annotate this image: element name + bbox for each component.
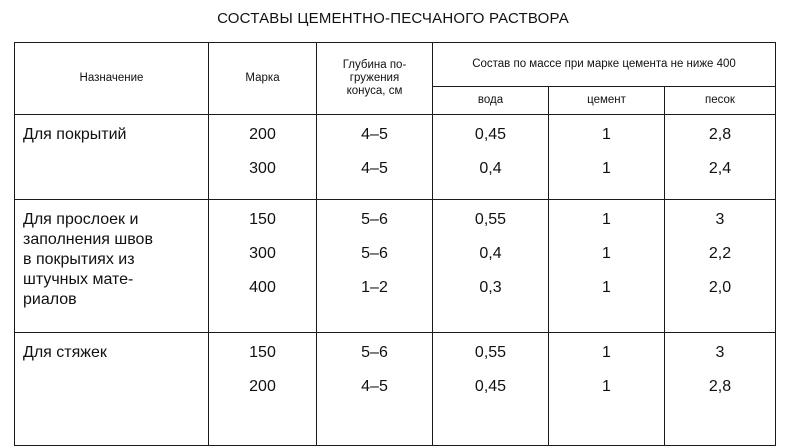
- water-cell: [433, 333, 549, 446]
- grade-value: 150: [249, 344, 276, 361]
- cement-value: 1: [602, 126, 611, 143]
- cement-cell: [549, 200, 665, 333]
- table-row-group-coatings: [15, 115, 776, 200]
- purpose-line: штучных мате-: [23, 271, 134, 288]
- cone-value: 4–5: [361, 126, 388, 143]
- cement-cell: [549, 115, 665, 200]
- header-purpose: Назначение: [15, 43, 209, 115]
- sand-value: 3: [715, 211, 725, 228]
- sand-value: 2,0: [708, 279, 732, 296]
- purpose-line: риалов: [23, 291, 77, 308]
- sand-value: 2,8: [708, 126, 732, 143]
- header-cement: цемент: [549, 87, 665, 115]
- cone-cell: [317, 200, 433, 333]
- grade-value: 300: [249, 160, 276, 177]
- cement-value: 1: [602, 279, 611, 296]
- water-value: 0,3: [479, 279, 502, 296]
- header-sand: песок: [665, 87, 776, 115]
- cement-value: 1: [602, 160, 611, 177]
- cement-cell: [549, 333, 665, 446]
- water-value: 0,55: [474, 211, 507, 228]
- water-value: 0,45: [474, 378, 507, 395]
- sand-value: 2,2: [708, 245, 732, 262]
- header-grade: Марка: [209, 43, 317, 115]
- sand-cell: [665, 200, 776, 333]
- header-water: вода: [433, 87, 549, 115]
- sand-cell: [665, 115, 776, 200]
- cement-value: 1: [602, 344, 611, 361]
- sand-value: 3: [715, 344, 725, 361]
- purpose-line: Для покрытий: [23, 126, 127, 143]
- grade-value: 150: [249, 211, 276, 228]
- header-composition: Состав по массе при марке цемента не ниже 400: [433, 43, 776, 87]
- cement-value: 1: [602, 378, 611, 395]
- purpose-line: заполнения швов: [23, 231, 153, 248]
- cement-value: 1: [602, 211, 611, 228]
- header-cone-line: Глубина по-: [342, 59, 407, 71]
- grade-cell: [209, 200, 317, 333]
- cone-value: 5–6: [361, 344, 388, 361]
- grade-cell: [209, 115, 317, 200]
- cone-value: 5–6: [361, 211, 388, 228]
- water-value: 0,4: [479, 245, 502, 262]
- water-value: 0,45: [474, 126, 507, 143]
- water-cell: [433, 115, 549, 200]
- water-value: 0,4: [479, 160, 502, 177]
- sand-cell: [665, 333, 776, 446]
- sand-value: 2,4: [708, 160, 732, 177]
- grade-cell: [209, 333, 317, 446]
- cone-cell: [317, 115, 433, 200]
- grade-value: 200: [249, 126, 276, 143]
- mortar-composition-table: [14, 42, 776, 446]
- cone-value: 1–2: [361, 279, 388, 296]
- cement-value: 1: [602, 245, 611, 262]
- table-row-group-interlayers: [15, 200, 776, 333]
- table-title: СОСТАВЫ ЦЕМЕНТНО-ПЕСЧАНОГО РАСТВОРА: [217, 10, 569, 27]
- header-cone-depth: [317, 43, 433, 115]
- purpose-line: в покрытиях из: [23, 251, 135, 268]
- grade-value: 200: [249, 378, 276, 395]
- cone-value: 5–6: [361, 245, 388, 262]
- grade-value: 400: [249, 279, 276, 296]
- purpose-line: Для стяжек: [23, 344, 107, 361]
- cone-value: 4–5: [361, 378, 388, 395]
- purpose-cell: [15, 200, 209, 333]
- cone-value: 4–5: [361, 160, 388, 177]
- header-cone-line: гружения: [349, 72, 400, 84]
- grade-value: 300: [249, 245, 276, 262]
- purpose-cell: [15, 333, 209, 446]
- purpose-line: Для прослоек и: [23, 211, 139, 228]
- header-cone-line: конуса, см: [346, 85, 403, 97]
- purpose-cell: [15, 115, 209, 200]
- sand-value: 2,8: [708, 378, 732, 395]
- table-row-group-screeds: [15, 333, 776, 446]
- water-cell: [433, 200, 549, 333]
- water-value: 0,55: [474, 344, 507, 361]
- cone-cell: [317, 333, 433, 446]
